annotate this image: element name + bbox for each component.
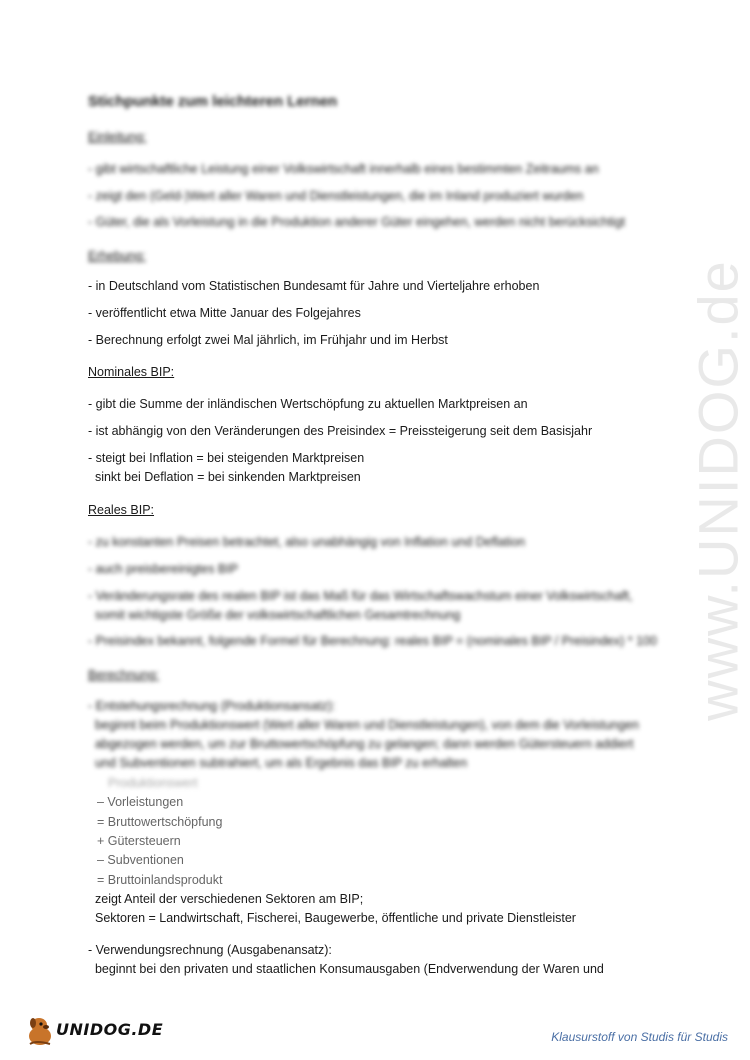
formula-line: Produktionswert: [108, 776, 198, 790]
list-item: Sektoren = Landwirtschaft, Fischerei, Baugewerbe, öffentliche und private Dienstleister: [95, 911, 576, 925]
list-item: - zeigt den (Geld-)Wert aller Waren und Dienstleistungen, die im Inland produziert wurden: [88, 189, 584, 203]
heading-nominales-bip: Nominales BIP:: [88, 365, 175, 379]
list-item: - auch preisbereinigtes BIP: [88, 562, 239, 576]
list-item: - veröffentlicht etwa Mitte Januar des Folgejahres: [88, 306, 361, 320]
list-item: - in Deutschland vom Statistischen Bundesamt für Jahre und Vierteljahre erhoben: [88, 279, 540, 293]
formula-line: – Vorleistungen: [97, 795, 184, 809]
unidog-logo: [26, 1014, 166, 1052]
list-item: - zu konstanten Preisen betrachtet, also unabhängig von Inflation und Deflation: [88, 535, 526, 549]
list-item: - Verwendungsrechnung (Ausgabenansatz):: [88, 943, 332, 957]
list-item: - gibt wirtschaftliche Leistung einer Volkswirtschaft innerhalb eines bestimmten Zeitraums an: [88, 162, 599, 176]
list-item: - steigt bei Inflation = bei steigenden Marktpreisen: [88, 451, 365, 465]
list-item: - Berechnung erfolgt zwei Mal jährlich, im Frühjahr und im Herbst: [88, 333, 448, 347]
formula-line: = Bruttowertschöpfung: [97, 815, 223, 829]
footer-tagline: Klausurstoff von Studis für Studis: [551, 1030, 728, 1044]
heading-einleitung: Einleitung:: [88, 130, 147, 144]
list-item: - ist abhängig von den Veränderungen des Preisindex = Preissteigerung seit dem Basisjahr: [88, 424, 593, 438]
list-item: - Veränderungsrate des realen BIP ist das Maß für das Wirtschaftswachstum einer Volkswirtschaft,: [88, 589, 633, 603]
formula-line: + Gütersteuern: [97, 834, 181, 848]
list-item: und Subventionen subtrahiert, um als Ergebnis das BIP zu erhalten: [88, 756, 468, 770]
document-title: Stichpunkte zum leichteren Lernen: [88, 93, 338, 110]
formula-line: – Subventionen: [97, 853, 184, 867]
heading-erhebung: Erhebung:: [88, 249, 146, 263]
list-item: beginnt beim Produktionswert (Wert aller Waren und Dienstleistungen), von dem die Vorleistungen: [88, 718, 639, 732]
list-item: somit wichtigste Größe der volkswirtschaftlichen Gesamtrechnung: [88, 608, 461, 622]
heading-reales-bip: Reales BIP:: [88, 503, 155, 517]
list-item: - gibt die Summe der inländischen Wertschöpfung zu aktuellen Marktpreisen an: [88, 397, 528, 411]
list-item: zeigt Anteil der verschiedenen Sektoren am BIP;: [95, 892, 364, 906]
list-item: abgezogen werden, um zur Bruttowertschöpfung zu gelangen; dann werden Gütersteuern addiert: [88, 737, 634, 751]
heading-berechnung: Berechnung:: [88, 668, 159, 682]
list-item: - Preisindex bekannt, folgende Formel für Berechnung: reales BIP = (nominales BIP / Preisindex) * 100: [88, 634, 657, 648]
list-item: - Güter, die als Vorleistung in die Produktion anderer Güter eingehen, werden nicht berücksichtigt: [88, 215, 626, 229]
dog-icon: [26, 1014, 58, 1048]
logo-text: UNIDOG.DE: [56, 1020, 164, 1039]
list-item: - Entstehungsrechnung (Produktionsansatz):: [88, 699, 336, 713]
list-item: sinkt bei Deflation = bei sinkenden Marktpreisen: [88, 470, 361, 484]
list-item: beginnt bei den privaten und staatlichen Konsumausgaben (Endverwendung der Waren und: [88, 962, 604, 976]
watermark: www.UNIDOG.de: [686, 259, 750, 721]
formula-line: = Bruttoinlandsprodukt: [97, 873, 223, 887]
